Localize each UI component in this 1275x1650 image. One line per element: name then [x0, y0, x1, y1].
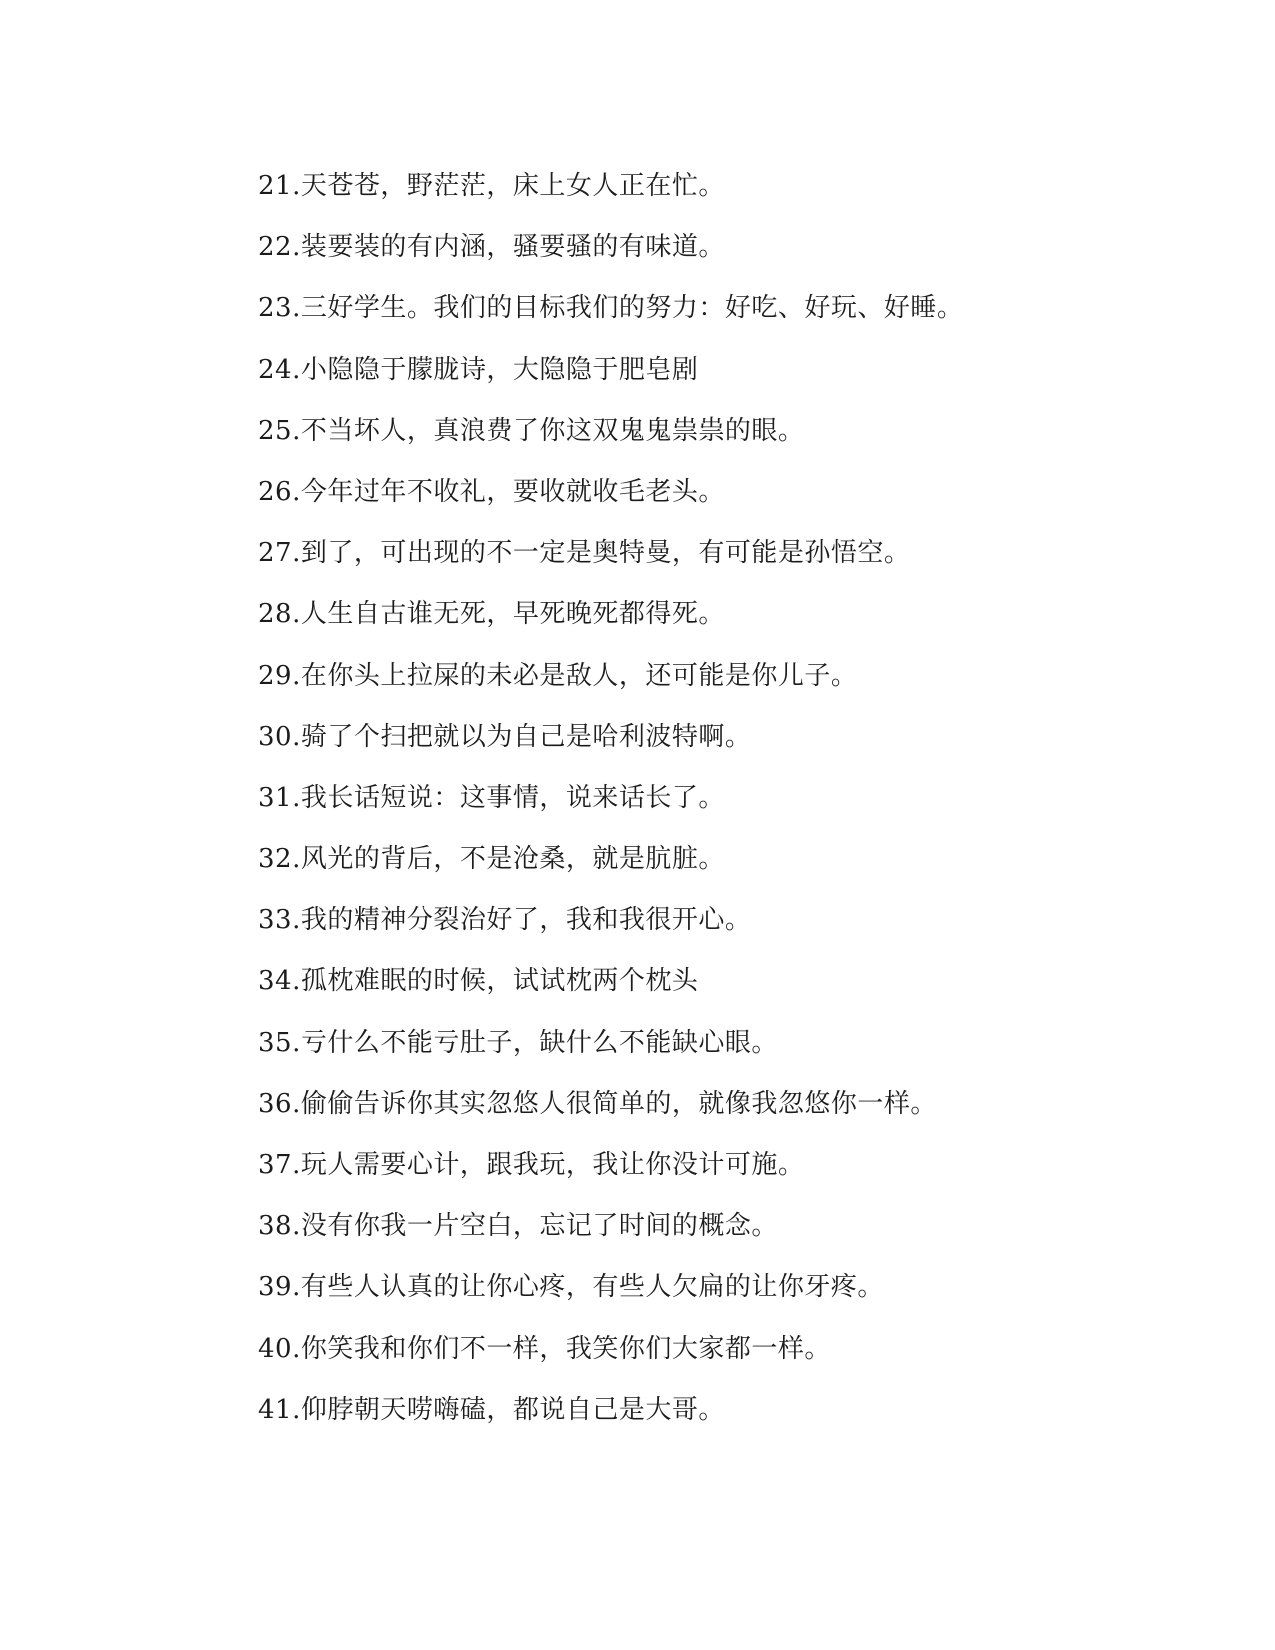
- quote-line: 29.在你头上拉屎的未必是敌人，还可能是你儿子。: [258, 660, 858, 691]
- quote-line: 24.小隐隐于朦胧诗，大隐隐于肥皂剧: [258, 354, 699, 385]
- quote-line: 38.没有你我一片空白，忘记了时间的概念。: [258, 1211, 778, 1242]
- quote-line: 26.今年过年不收礼，要收就收毛老头。: [258, 476, 725, 507]
- quote-line: 39.有些人认真的让你心疼，有些人欠扁的让你牙疼。: [258, 1272, 884, 1303]
- quote-line: 34.孤枕难眠的时候，试试枕两个枕头: [258, 966, 699, 997]
- quote-line: 21.天苍苍，野茫茫，床上女人正在忙。: [258, 171, 725, 201]
- quote-line: 22.装要装的有内涵，骚要骚的有味道。: [258, 232, 725, 263]
- quote-line: 30.骑了个扫把就以为自己是哈利波特啊。: [258, 721, 752, 752]
- quote-line: 23.三好学生。我们的目标我们的努力：好吃、好玩、好睡。: [258, 293, 964, 324]
- quote-line: 31.我长话短说：这事情，说来话长了。: [258, 782, 725, 813]
- quote-line: 25.不当坏人，真浪费了你这双鬼鬼祟祟的眼。: [258, 415, 805, 446]
- quote-line: 41.仰脖朝天唠嗨磕，都说自己是大哥。: [258, 1394, 725, 1425]
- quote-line: 35.亏什么不能亏肚子，缺什么不能缺心眼。: [258, 1027, 778, 1058]
- quote-line: 36.偷偷告诉你其实忽悠人很简单的，就像我忽悠你一样。: [258, 1088, 937, 1119]
- quote-line: 32.风光的背后，不是沧桑，就是肮脏。: [258, 844, 725, 875]
- quote-line: 37.玩人需要心计，跟我玩，我让你没计可施。: [258, 1150, 805, 1180]
- quote-line: 27.到了，可出现的不一定是奥特曼，有可能是孙悟空。: [258, 538, 911, 569]
- quote-line: 33.我的精神分裂治好了，我和我很开心。: [258, 905, 752, 936]
- quote-list: [258, 166, 1158, 1451]
- quote-line: 40.你笑我和你们不一样，我笑你们大家都一样。: [258, 1333, 831, 1364]
- quote-line: 28.人生自古谁无死，早死晚死都得死。: [258, 599, 725, 630]
